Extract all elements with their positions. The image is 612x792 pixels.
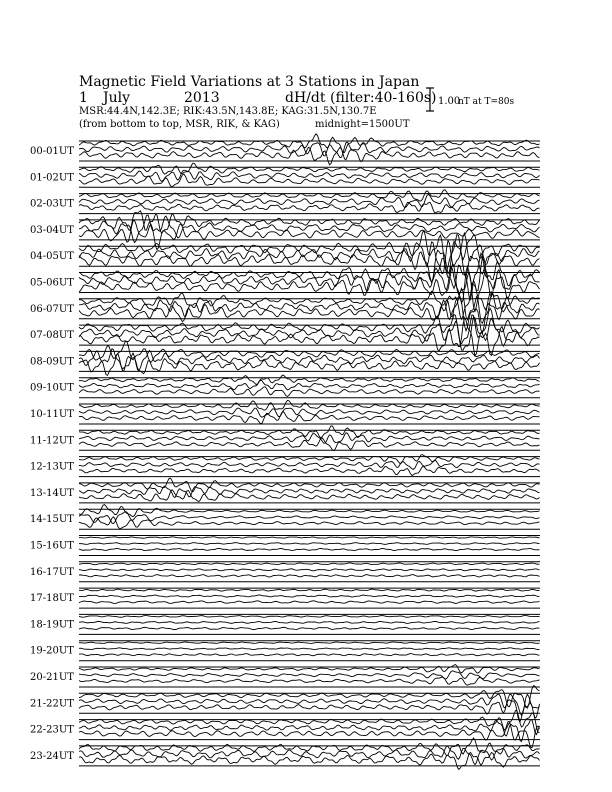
station-trace-MSR bbox=[79, 627, 540, 629]
hour-label: 04-05UT bbox=[30, 251, 74, 263]
station-trace-RIK bbox=[79, 512, 540, 524]
hour-label: 06-07UT bbox=[30, 303, 74, 315]
station-trace-KAG bbox=[79, 163, 540, 174]
hour-rows bbox=[30, 134, 540, 769]
hour-row bbox=[30, 711, 540, 748]
hour-label: 09-10UT bbox=[30, 382, 74, 394]
hour-row bbox=[30, 738, 540, 769]
station-trace-MSR bbox=[79, 202, 540, 212]
hour-label: 21-22UT bbox=[30, 698, 74, 710]
station-trace-MSR bbox=[79, 467, 540, 476]
station-trace-KAG bbox=[79, 375, 540, 384]
hour-label: 12-13UT bbox=[30, 461, 74, 473]
station-trace-RIK bbox=[79, 142, 540, 157]
hour-row bbox=[30, 478, 540, 503]
station-trace-KAG bbox=[79, 686, 540, 709]
hour-label: 16-17UT bbox=[30, 566, 74, 578]
station-trace-KAG bbox=[79, 505, 540, 517]
hour-label: 22-23UT bbox=[30, 724, 74, 736]
station-trace-MSR bbox=[79, 700, 540, 722]
hour-row bbox=[30, 211, 540, 250]
station-trace-KAG bbox=[79, 589, 540, 591]
hour-row bbox=[30, 400, 540, 424]
station-trace-KAG bbox=[79, 642, 540, 644]
date-day: 1 bbox=[79, 90, 88, 106]
scale-value: 1.00 bbox=[438, 96, 461, 107]
station-trace-MSR bbox=[79, 387, 540, 397]
date-year: 2013 bbox=[184, 90, 220, 106]
station-trace-MSR bbox=[79, 601, 540, 604]
hour-row bbox=[30, 163, 540, 187]
station-trace-KAG bbox=[79, 400, 540, 410]
station-trace-MSR bbox=[79, 575, 540, 577]
hour-row bbox=[30, 190, 540, 214]
hour-label: 10-11UT bbox=[30, 409, 74, 420]
station-trace-RIK bbox=[79, 648, 540, 650]
hour-row bbox=[30, 686, 540, 722]
hour-label: 08-09UT bbox=[30, 356, 74, 368]
station-trace-MSR bbox=[79, 654, 540, 656]
hour-label: 19-20UT bbox=[30, 645, 74, 657]
hour-label: 00-01UT bbox=[30, 146, 74, 157]
hour-row bbox=[30, 375, 540, 398]
hour-row bbox=[30, 426, 540, 451]
station-trace-RIK bbox=[79, 486, 540, 497]
station-trace-KAG bbox=[79, 665, 540, 673]
station-trace-RIK bbox=[79, 408, 540, 417]
hour-label: 02-03UT bbox=[30, 198, 74, 210]
hour-label: 11-12UT bbox=[30, 435, 74, 447]
hour-label: 05-06UT bbox=[30, 277, 74, 289]
hour-label: 18-19UT bbox=[30, 619, 74, 631]
station-trace-KAG bbox=[79, 537, 540, 538]
hour-row bbox=[30, 614, 540, 634]
hour-row bbox=[30, 641, 540, 661]
hour-row bbox=[30, 455, 540, 477]
station-coordinates: MSR:44.4N,142.3E; RIK:43.5N,143.8E; KAG:31.5N,130.7E bbox=[79, 106, 377, 117]
hour-label: 20-21UT bbox=[30, 672, 74, 683]
station-trace-RIK bbox=[79, 460, 540, 469]
station-trace-KAG bbox=[79, 426, 540, 438]
station-trace-MSR bbox=[79, 548, 540, 550]
hour-row bbox=[30, 505, 540, 530]
hour-row bbox=[30, 536, 540, 556]
hour-row bbox=[30, 665, 540, 687]
date-month: July bbox=[103, 90, 131, 106]
hour-row bbox=[30, 341, 540, 375]
midnight-note: midnight=1500UT bbox=[315, 119, 410, 130]
hour-row bbox=[30, 134, 540, 165]
quantity-label: dH/dt bbox=[285, 90, 326, 106]
station-trace-KAG bbox=[79, 455, 540, 464]
station-trace-KAG bbox=[79, 563, 540, 565]
filter-label: (filter:40-160s) bbox=[330, 90, 437, 106]
hour-label: 13-14UT bbox=[30, 487, 74, 499]
chart-title: Magnetic Field Variations at 3 Stations in Japan bbox=[79, 74, 420, 90]
hour-row bbox=[30, 562, 540, 582]
station-trace-RIK bbox=[79, 543, 540, 545]
station-trace-RIK bbox=[79, 433, 540, 444]
station-trace-RIK bbox=[79, 569, 540, 571]
station-trace-MSR bbox=[79, 297, 540, 333]
hour-label: 23-24UT bbox=[30, 750, 74, 762]
station-trace-RIK bbox=[79, 621, 540, 623]
station-trace-KAG bbox=[79, 190, 540, 201]
hour-label: 07-08UT bbox=[30, 330, 74, 342]
hour-label: 17-18UT bbox=[30, 593, 74, 605]
station-order-note: (from bottom to top, MSR, RIK, & KAG) bbox=[79, 119, 280, 130]
hour-label: 14-15UT bbox=[30, 514, 74, 526]
hour-label: 01-02UT bbox=[30, 172, 74, 184]
hour-row bbox=[30, 588, 540, 608]
hour-label: 03-04UT bbox=[30, 224, 74, 236]
station-trace-RIK bbox=[79, 671, 540, 679]
scale-bar bbox=[426, 88, 514, 111]
station-trace-MSR bbox=[79, 677, 540, 685]
scale-unit: nT at T=80s bbox=[458, 97, 515, 107]
hour-label: 15-16UT bbox=[30, 540, 74, 552]
station-trace-RIK bbox=[79, 349, 540, 371]
station-trace-RIK bbox=[79, 746, 540, 765]
station-trace-KAG bbox=[79, 616, 540, 618]
station-trace-RIK bbox=[79, 595, 540, 597]
